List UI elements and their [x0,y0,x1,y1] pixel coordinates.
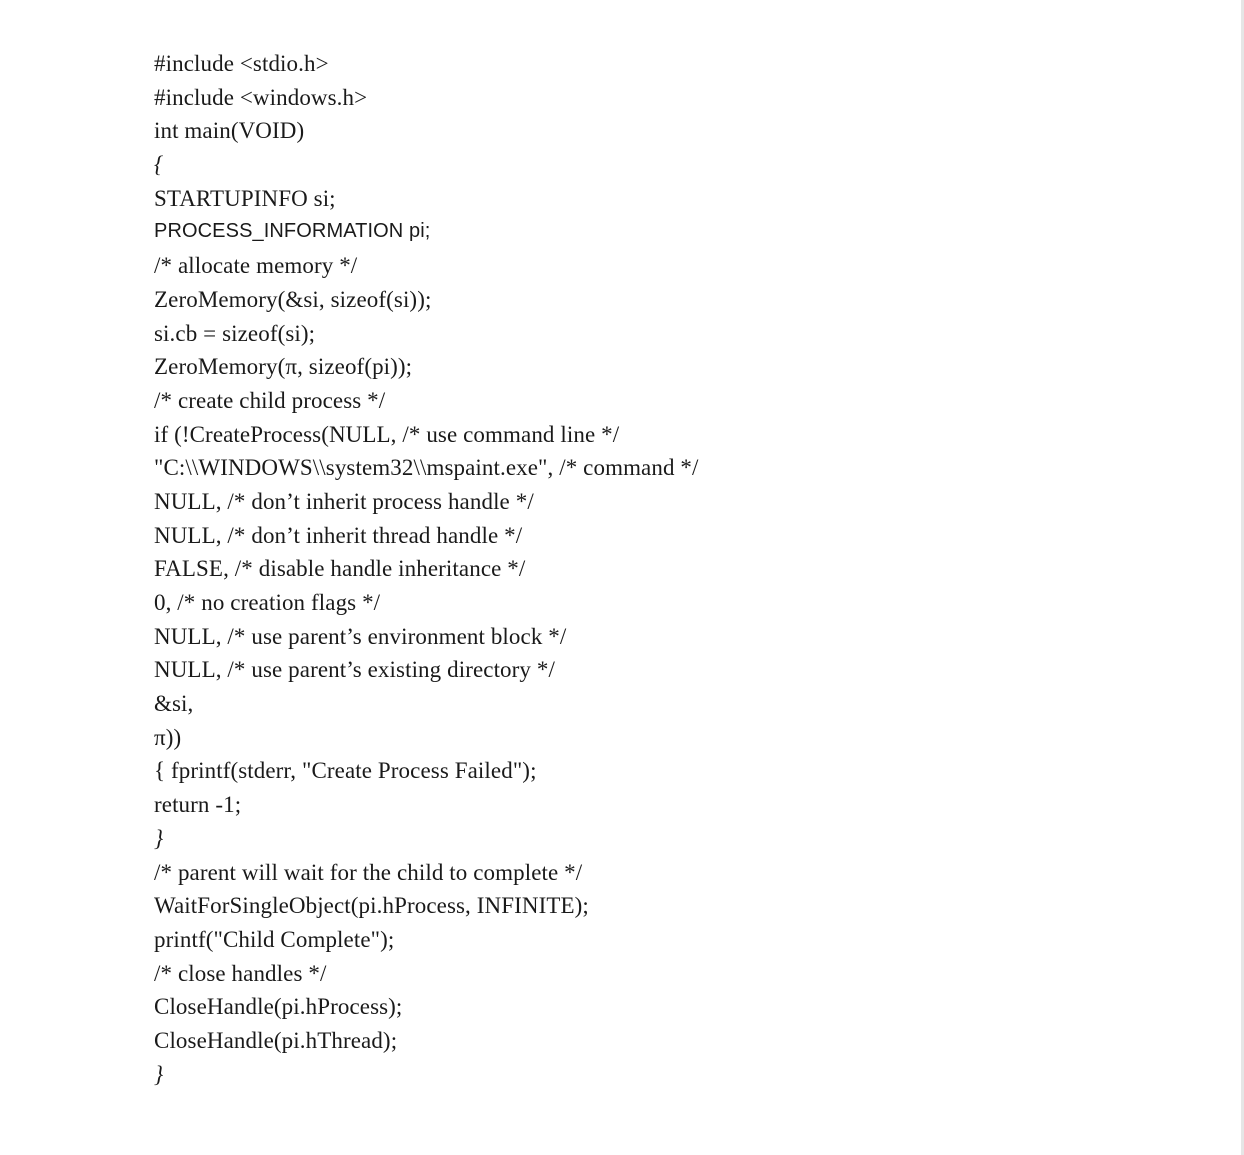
code-line: FALSE, /* disable handle inheritance */ [154,556,526,582]
code-line: } [154,1061,164,1087]
code-line: /* close handles */ [154,960,327,986]
code-listing [154,47,699,1091]
code-line: #include <windows.h> [154,84,368,110]
code-line: ZeroMemory(&si, sizeof(si)); [154,286,432,312]
code-line: return -1; [154,792,242,818]
code-line: NULL, /* use parent’s environment block */ [154,623,567,649]
code-line: π)) [154,724,182,750]
code-line: CloseHandle(pi.hThread); [154,1027,398,1053]
code-line: "C:\\WINDOWS\\system32\\mspaint.exe", /* command */ [154,455,699,481]
code-line: STARTUPINFO si; [154,185,336,211]
code-line: printf("Child Complete"); [154,926,395,952]
code-line: { fprintf(stderr, "Create Process Failed"); [154,758,537,784]
code-line: si.cb = sizeof(si); [154,320,316,346]
code-line: ZeroMemory(π, sizeof(pi)); [154,354,413,380]
code-line: &si, [154,691,194,717]
code-line: #include <stdio.h> [154,51,329,76]
code-line: { [154,152,164,178]
code-line: NULL, /* use parent’s existing directory */ [154,657,555,683]
code-line: /* allocate memory */ [154,253,358,279]
code-line: if (!CreateProcess(NULL, /* use command line */ [154,421,620,447]
code-line: PROCESS_INFORMATION pi; [154,220,431,243]
code-line: NULL, /* don’t inherit thread handle */ [154,522,523,548]
code-line: CloseHandle(pi.hProcess); [154,994,403,1020]
code-line: /* create child process */ [154,387,386,413]
code-line: int main(VOID) [154,118,305,144]
code-line: /* parent will wait for the child to complete */ [154,859,583,885]
code-line: WaitForSingleObject(pi.hProcess, INFINITE); [154,893,589,919]
code-line: } [154,825,164,851]
code-line: 0, /* no creation flags */ [154,590,381,615]
code-line: NULL, /* don’t inherit process handle */ [154,488,534,514]
